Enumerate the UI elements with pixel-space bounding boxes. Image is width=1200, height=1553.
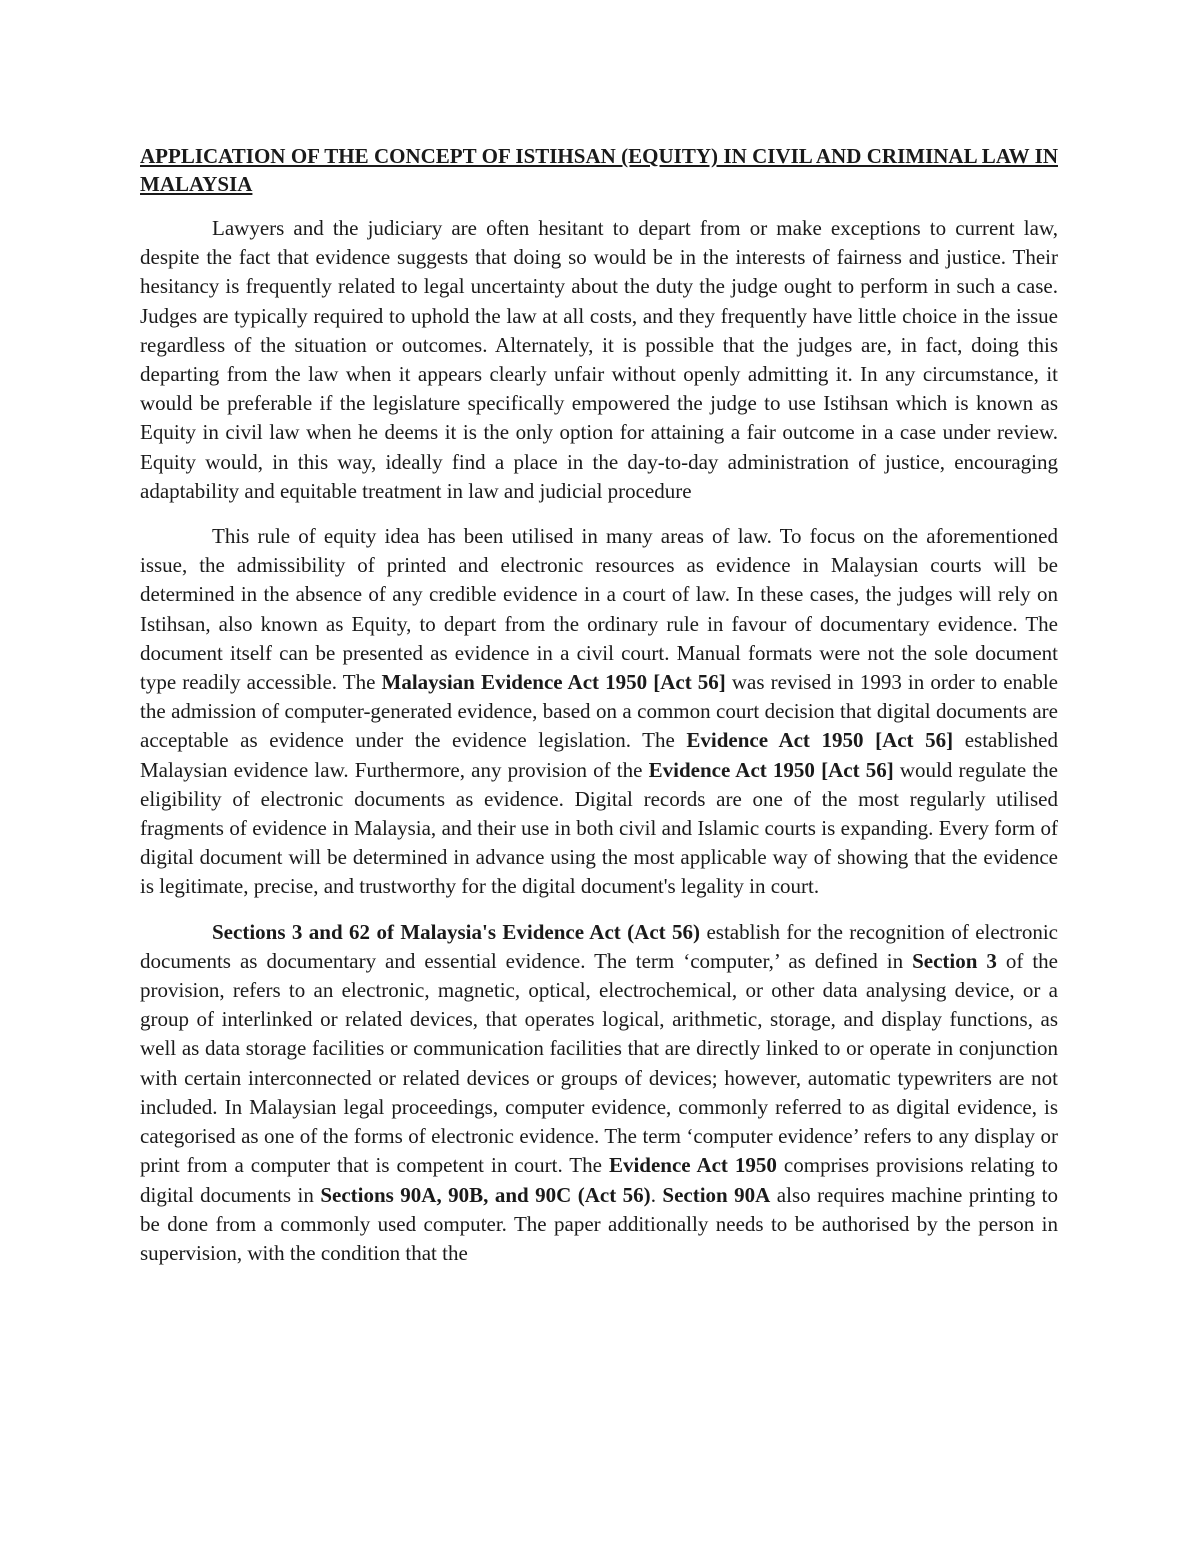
bold-reference: Evidence Act 1950 [Act 56]: [686, 728, 954, 753]
document-page: [140, 142, 1058, 1284]
bold-reference: Sections 3 and 62 of Malaysia's Evidence Act (Act 56): [212, 919, 701, 944]
paragraph-3: [140, 918, 1058, 1268]
text-run: of the provision, refers to an electronic, magnetic, optical, electrochemical, or other data analysing device, or a group of interlinked or related devices, that operates logical, arithmetic, storage, and display functions, as well as data storage facilities or communication facilities that are directly linked to or operate in conjunction with certain interconnected or related devices or groups of devices; however, automatic typewriters are not included. In Malaysian legal proceedings, computer evidence, commonly referred to as digital evidence, is categorised as one of the forms of electronic evidence. The term ‘computer evidence’ refers to any display or print from a computer that is competent in court. The: [140, 948, 1059, 1178]
bold-reference: Sections 90A, 90B, and 90C (Act 56): [320, 1182, 651, 1207]
bold-reference: Section 90A: [662, 1182, 771, 1207]
bold-reference: Evidence Act 1950 [Act 56]: [648, 757, 894, 782]
text-run: also requires machine printing to be done from a commonly used computer. The paper additionally needs to be authorised by the person in supervision, with the condition that the: [140, 1182, 1059, 1265]
paragraph-1: [140, 214, 1058, 506]
text-run: This rule of equity idea has been utilised in many areas of law. To focus on the aforementioned issue, the admissibility of printed and electronic resources as evidence in Malaysian courts will be determined in the absence of any credible evidence in a court of law. In these cases, the judges will rely on Istihsan, also known as Equity, to depart from the ordinary rule in favour of documentary evidence. The document itself can be presented as evidence in a civil court. Manual formats were not the sole document type readily accessible. The: [140, 524, 1058, 695]
text-run: .: [650, 1182, 663, 1207]
bold-reference: Malaysian Evidence Act 1950 [Act 56]: [381, 670, 726, 695]
document-title: APPLICATION OF THE CONCEPT OF ISTIHSAN (EQUITY) IN CIVIL AND CRIMINAL LAW IN MALAYSIA: [140, 144, 1058, 196]
paragraph-2: [140, 522, 1058, 902]
document-body: [140, 214, 1058, 1268]
text-run: comprises provisions relating to digital documents in: [140, 1153, 1058, 1207]
text-run: establish for the recognition of electronic documents as documentary and essential evidence. The term ‘computer,’ as defined in: [140, 919, 1058, 973]
text-run: was revised in 1993 in order to enable the admission of computer-generated evidence, based on a common court decision that digital documents are acceptable as evidence under the evidence legislation. The: [140, 670, 1058, 753]
text-run: established Malaysian evidence law. Furthermore, any provision of the: [140, 728, 1059, 782]
bold-reference: Section 3: [912, 948, 997, 973]
text-run: would regulate the eligibility of electronic documents as evidence. Digital records are one of the most regularly utilised fragments of evidence in Malaysia, and their use in both civil and Islamic courts is expanding. Every form of digital document will be determined in advance using the most applicable way of showing that the evidence is legitimate, precise, and trustworthy for the digital document's legality in court.: [140, 757, 1059, 899]
bold-reference: Evidence Act 1950: [608, 1153, 777, 1178]
text-run: Lawyers and the judiciary are often hesitant to depart from or make exceptions to current law, despite the fact that evidence suggests that doing so would be in the interests of fairness and justice. Their hesitancy is frequently related to legal uncertainty about the duty the judge ought to perform in such a case. Judges are typically required to uphold the law at all costs, and they frequently have little choice in the issue regardless of the situation or outcomes. Alternately, it is possible that the judges are, in fact, doing this departing from the law when it appears clearly unfair without openly admitting it. In any circumstance, it would be preferable if the legislature specifically empowered the judge to use Istihsan which is known as Equity in civil law when he deems it is the only option for attaining a fair outcome in a case under review. Equity would, in this way, ideally find a place in the day-to-day administration of justice, encouraging adaptability and equitable treatment in law and judicial procedure: [140, 216, 1058, 503]
